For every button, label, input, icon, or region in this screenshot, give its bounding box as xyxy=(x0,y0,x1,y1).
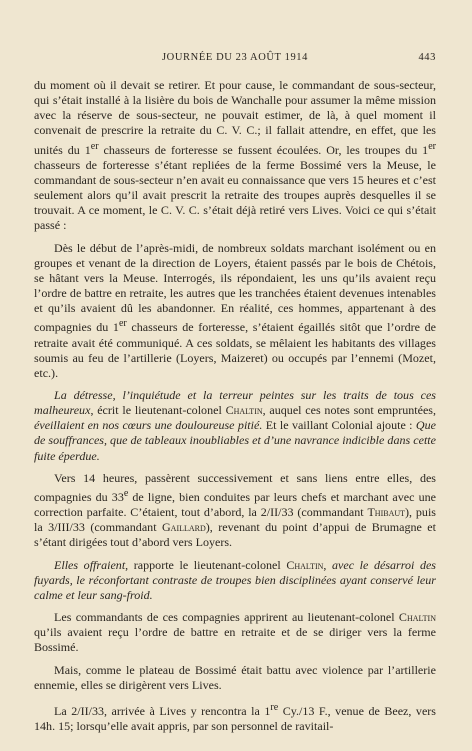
page-header xyxy=(34,52,436,66)
paragraph: du moment où il devait se retirer. Et pour cause, le commandant de sous-secteur, qui s’était installé à la lisière du bois de Wanchalle pour assumer la même mission avec la réserve de sous-secteur, ne pouvait estimer, de là, à quel moment il convenait de prescrire la retraite du C. V. C.; il fallait attendre, en effet, que les unités du 1er chasseurs de forteresse se fussent écoulées. Or, les troupes du 1er chasseurs de forteresse s’étant repliées de la ferme Bossimé vers la Meuse, le commandant de sous-secteur n’en avait eu connaissance que vers 15 heures et c’est seulement alors qu’il avait prescrit la retraite des troupes auprès desquelles il se trouvait. A ce moment, le C. V. C. s’était déjà retiré vers Lives. Voici ce qui s’était passé : xyxy=(34,78,437,233)
page-body xyxy=(34,78,436,741)
paragraph: Elles offraient, rapporte le lieutenant-colonel Chaltin, avec le désarroi des fuyards, le réconfortant contraste de troupes bien disciplinées ayant conservé leur calme et leur sang-froid. xyxy=(34,557,436,602)
paragraph: La détresse, l’inquiétude et la terreur peintes sur les traits de tous ces malheureux, écrit le lieutenant-colonel Chaltin, auquel ces notes sont empruntées, éveillaient en nos cœurs une douloureuse pitié. Et le vaillant Colonial ajoute : Que de souffrances, que de tableaux inoubliables et d’une navrance indicible dans cette fuite éperdue. xyxy=(34,388,436,463)
paragraph: La 2/II/33, arrivée à Lives y rencontra la 1re Cy./13 F., venue de Beez, vers 14h. 15; lorsqu’elle avait appris, par son personnel de ravitail- xyxy=(34,701,436,733)
paragraph: Vers 14 heures, passèrent successivement et sans liens entre elles, des compagnies du 33e de ligne, bien conduites par leurs chefs et marchant avec une correction parfaite. C’étaient, tout d’abord, la 2/II/33 (commandant Thibaut), puis la 3/III/33 (commandant Gaillard), revenant du point d’appui de Brumagne et s’étant dirigées tout d’abord vers Loyers. xyxy=(34,470,437,550)
paragraph: Mais, comme le plateau de Bossimé était battu avec violence par l’artillerie ennemie, elles se dirigèrent vers Lives. xyxy=(34,662,436,692)
running-title: JOURNÉE DU 23 AOÛT 1914 xyxy=(161,52,309,63)
page-number: 443 xyxy=(418,52,436,63)
paragraph: Les commandants de ces compagnies apprirent au lieutenant-colonel Chaltin qu’ils avaient reçu l’ordre de battre en retraite et de se diriger vers la ferme Bossimé. xyxy=(34,610,436,655)
paragraph: Dès le début de l’après-midi, de nombreux soldats marchant isolément ou en groupes et venant de la direction de Loyers, étaient passés par le bois de Chétois, se hâtant vers la Meuse. Interrogés, ils répondaient, les uns qu’ils avaient reçu l’ordre de battre en retraite, les autres que les tranchées étaient devenues intenables et qu’ils avaient dû les abandonner. En réalité, ces hommes, appartenant à des compagnies du 1er chasseurs de forteresse, s’étaient égaillés sitôt que l’ordre de retraite avait été communiqué. A ces soldats, se mêlaient les habitants des villages soumis au feu de l’artillerie (Loyers, Maizeret) ou occupés par l’ennemi (Mozet, etc.). xyxy=(34,240,436,380)
